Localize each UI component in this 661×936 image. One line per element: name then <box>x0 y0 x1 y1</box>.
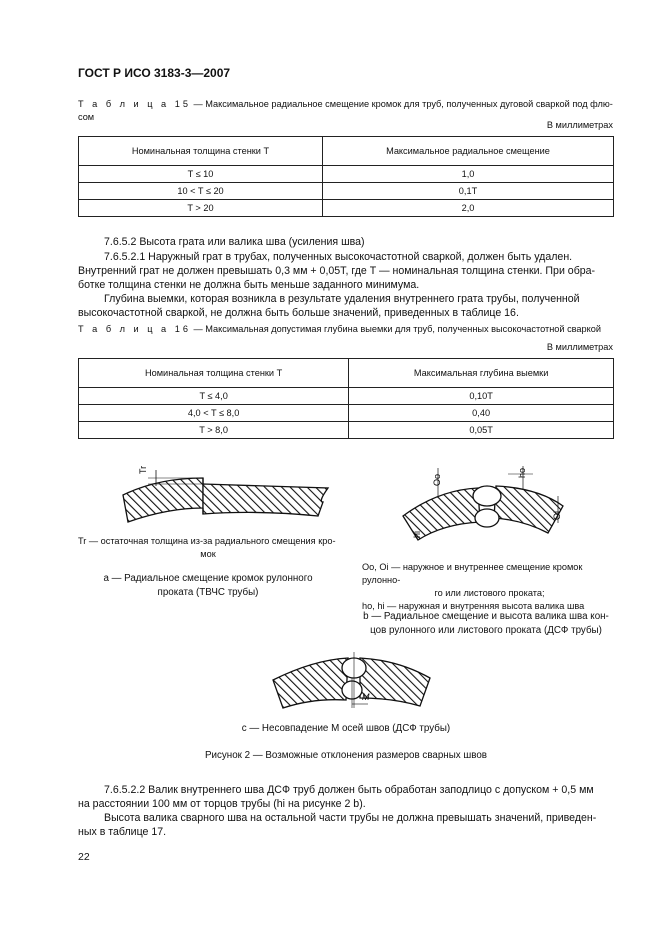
figure-c-caption: с — Несовпадение M осей швов (ДСФ трубы) <box>241 723 451 734</box>
table15-title: — Максимальное радиальное смещение кромок для труб, полученных дуговой сваркой под флю- <box>190 99 613 109</box>
figure-b-caption <box>350 610 622 638</box>
table15-col1-header: Номинальная толщина стенки T <box>79 137 323 166</box>
table-cell: 0,1T <box>323 183 614 200</box>
table-cell: 0,10T <box>349 388 614 405</box>
table-cell: T ≤ 4,0 <box>79 388 349 405</box>
table-cell: 0,05T <box>349 422 614 439</box>
figure-b-drawing <box>398 458 578 548</box>
table-row <box>79 166 614 183</box>
table-row <box>79 405 614 422</box>
table-cell: 10 < T ≤ 20 <box>79 183 323 200</box>
table16-caption <box>78 323 618 336</box>
figure-b-symbol-oo: Oo <box>432 473 442 486</box>
table16-col1-header: Номинальная толщина стенки T <box>79 359 349 388</box>
text-line: ных в таблице 17. <box>78 826 167 838</box>
text-line: высокочастотной сваркой, не должна быть больше значений, приведенных в таблице 16. <box>78 307 519 319</box>
text-line: 7.6.5.2.1 Наружный грат в трубах, полученных высокочастотной сваркой, должен быть удален. <box>104 251 573 263</box>
table16-col2-header: Максимальная глубина выемки <box>349 359 614 388</box>
table15-units: В миллиметрах <box>546 120 613 130</box>
table16 <box>78 358 614 439</box>
figure-a-caption <box>78 572 338 600</box>
text-line: Высота валика сварного шва на остальной части трубы не должна превышать значений, приведен- <box>104 812 597 824</box>
text-line: Tr — остаточная толщина из-за радиального смещения кро- <box>78 536 336 546</box>
text-line: цов рулонного или листового проката (ДСФ трубы) <box>370 625 602 636</box>
text-line: Внутренний грат не должен превышать 0,3 мм + 0,05T, где T — номинальная толщина стенки. При обра- <box>78 265 596 277</box>
table-cell: 1,0 <box>323 166 614 183</box>
table-cell: T > 8,0 <box>79 422 349 439</box>
text-line: ботке толщина стенки не должна быть меньше заданного минимума. <box>78 279 420 291</box>
table-row <box>79 183 614 200</box>
table15-title-cont: сом <box>78 112 95 122</box>
text-line: мок <box>200 549 216 559</box>
table-cell: 4,0 < T ≤ 8,0 <box>79 405 349 422</box>
table16-label: Т а б л и ц а 16 <box>78 324 191 334</box>
paragraph <box>78 250 614 320</box>
document-header: ГОСТ Р ИСО 3183-3—2007 <box>78 66 231 80</box>
text-line: 7.6.5.2.2 Валик внутреннего шва ДСФ труб должен быть обработан заподлицо с допуском + 0,5 мм <box>104 784 594 796</box>
figure-a-symbol: Tr <box>138 465 148 474</box>
table15 <box>78 136 614 217</box>
figure-title: Рисунок 2 — Возможные отклонения размеров сварных швов <box>205 750 487 761</box>
text-line: проката (ТВЧС трубы) <box>157 587 259 598</box>
table16-units: В миллиметрах <box>546 342 613 352</box>
figure-c-symbol: M <box>362 692 370 702</box>
table-cell: 2,0 <box>323 200 614 217</box>
figure-b-legend <box>362 561 617 613</box>
text-line: Глубина выемки, которая возникла в результате удаления внутреннего грата трубы, полученной <box>104 293 580 305</box>
section-heading: 7.6.5.2 Высота грата или валика шва (усиления шва) <box>104 236 365 248</box>
figure-b-symbol-oi: Oi <box>552 511 562 520</box>
text-line: а — Радиальное смещение кромок рулонного <box>103 573 313 584</box>
text-line: Oo, Oi — наружное и внутреннее смещение кромок рулонно- <box>362 562 583 585</box>
table15-col2-header: Максимальное радиальное смещение <box>323 137 614 166</box>
text-line: b — Радиальное смещение и высота валика шва кон- <box>363 611 609 622</box>
figure-a-legend <box>78 535 338 561</box>
figure-b-symbol-ho: ho <box>517 467 527 478</box>
text-line: ho, hi — наружная и внутренняя высота валика шва <box>362 601 585 611</box>
text-line: на расстоянии 100 мм от торцов трубы (hi на рисунке 2 b). <box>78 798 366 810</box>
table-row <box>79 388 614 405</box>
figure-b-symbol-hi: hi <box>412 530 422 538</box>
table-cell: 0,40 <box>349 405 614 422</box>
table-row <box>79 422 614 439</box>
table-cell: T > 20 <box>79 200 323 217</box>
paragraph <box>78 783 614 839</box>
table-row <box>79 200 614 217</box>
table-cell: T ≤ 10 <box>79 166 323 183</box>
text-line: го или листового проката; <box>434 588 545 598</box>
page-number: 22 <box>78 851 90 863</box>
figure-c-drawing <box>268 650 438 710</box>
table15-caption <box>78 98 618 124</box>
figure-a-drawing <box>118 460 333 530</box>
table15-label: Т а б л и ц а 15 <box>78 99 191 109</box>
table16-title: — Максимальная допустимая глубина выемки для труб, полученных высокочастотной сваркой <box>190 324 602 334</box>
